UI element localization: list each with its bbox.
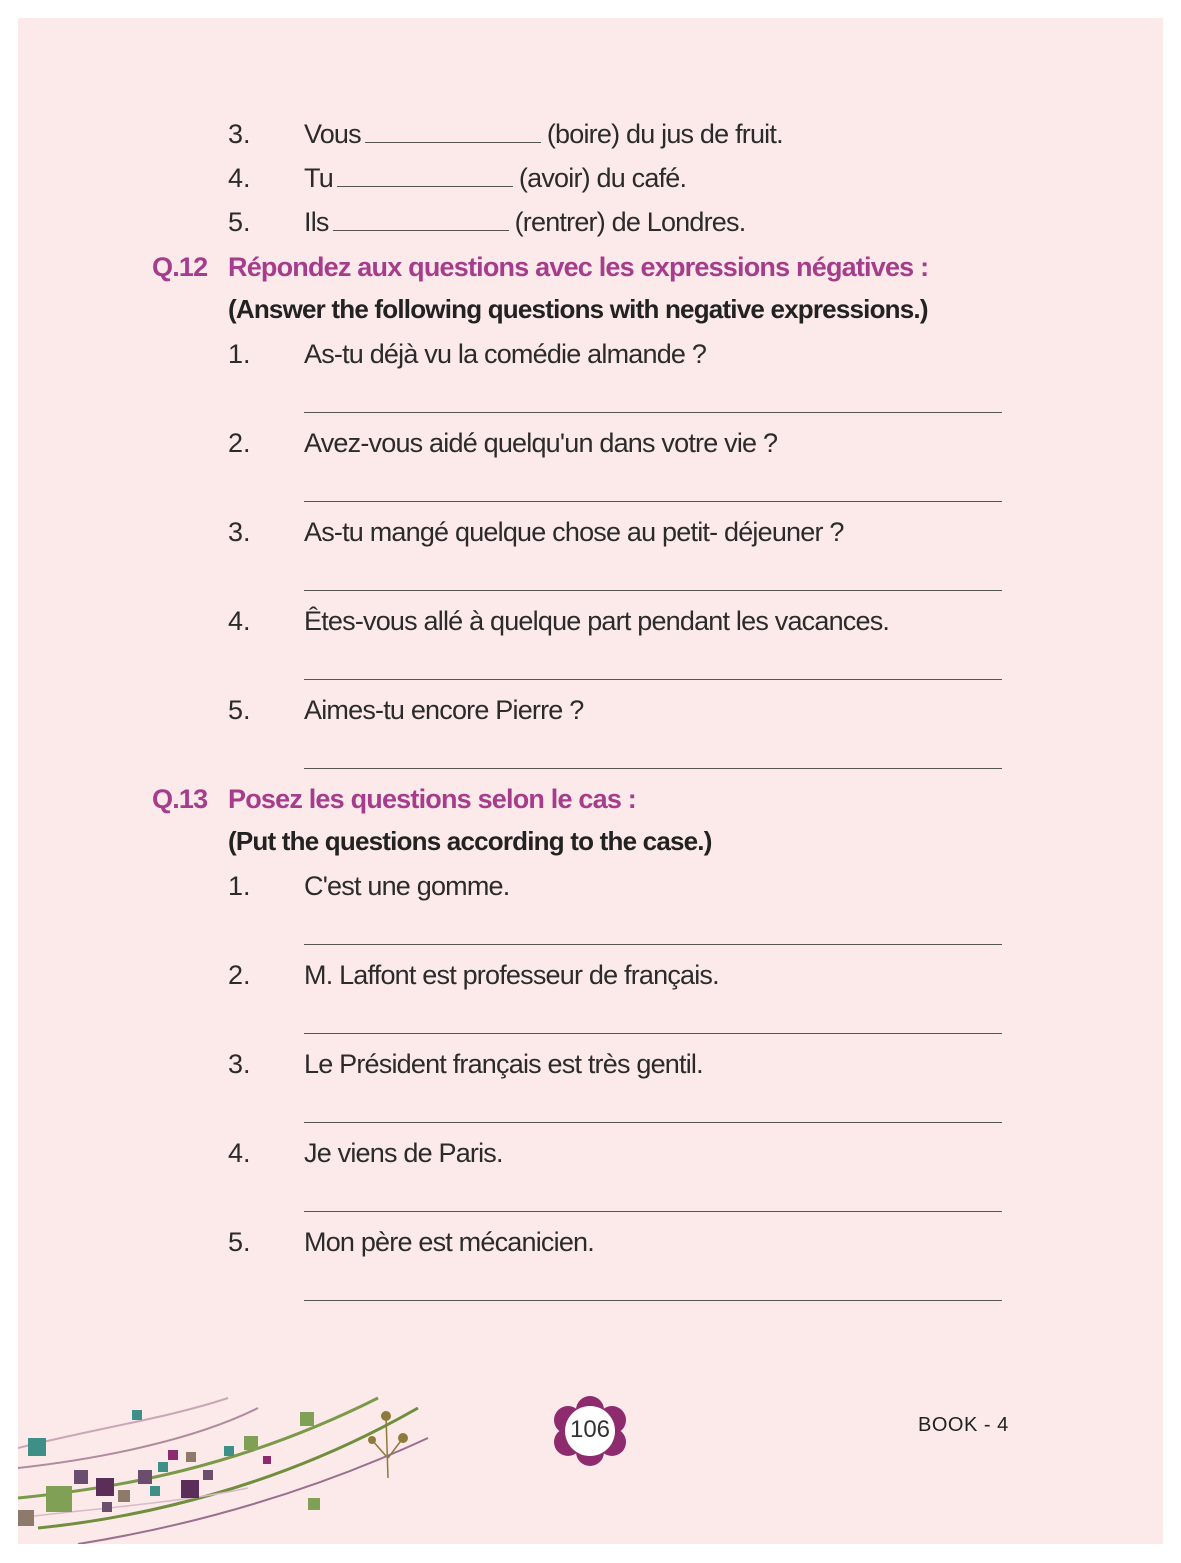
item-number: 5. xyxy=(228,207,251,237)
worksheet-page xyxy=(18,18,1163,1544)
question-number: Q.12 xyxy=(152,252,208,282)
answer-line[interactable] xyxy=(304,1300,1002,1301)
sentence-end: (avoir) du café. xyxy=(518,163,687,193)
answer-line[interactable] xyxy=(304,679,1002,680)
q13-subtitle: (Put the questions according to the case.) xyxy=(228,826,712,856)
question-title: Répondez aux questions avec les expressions négatives : xyxy=(228,252,929,282)
fill-blank[interactable] xyxy=(365,118,541,143)
item-number: 5. xyxy=(228,695,251,725)
decorative-swirl-graphic xyxy=(18,1378,438,1544)
fill-sentence xyxy=(304,162,686,194)
fill-blank[interactable] xyxy=(333,206,509,231)
fill-sentence xyxy=(304,206,745,238)
answer-line[interactable] xyxy=(304,590,1002,591)
answer-line[interactable] xyxy=(304,1122,1002,1123)
sentence-start: Ils xyxy=(304,207,329,237)
item-number: 5. xyxy=(228,1227,251,1257)
book-label: BOOK - 4 xyxy=(918,1414,1009,1436)
item-number: 4. xyxy=(228,606,251,636)
page-number: 106 xyxy=(569,1416,611,1443)
item-number: 3. xyxy=(228,517,251,547)
question-number: Q.13 xyxy=(152,784,208,814)
item-number: 2. xyxy=(228,960,251,990)
sentence-end: (rentrer) de Londres. xyxy=(514,207,746,237)
question-text: C'est une gomme. xyxy=(304,871,510,901)
item-number: 4. xyxy=(228,1138,251,1168)
fill-blank[interactable] xyxy=(337,162,513,187)
question-text: Avez-vous aidé quelqu'un dans votre vie ? xyxy=(304,428,778,458)
question-text: Êtes-vous allé à quelque part pendant les vacances. xyxy=(304,606,890,636)
question-text: As-tu mangé quelque chose au petit- déjeuner ? xyxy=(304,517,844,547)
q12-heading xyxy=(152,251,928,283)
sentence-start: Tu xyxy=(304,163,333,193)
answer-line[interactable] xyxy=(304,1211,1002,1212)
answer-line[interactable] xyxy=(304,944,1002,945)
question-text: Je viens de Paris. xyxy=(304,1138,503,1168)
q12-subtitle: (Answer the following questions with negative expressions.) xyxy=(228,294,928,324)
page-number-badge xyxy=(550,1396,630,1466)
answer-line[interactable] xyxy=(304,501,1002,502)
item-number: 1. xyxy=(228,339,251,369)
item-number: 4. xyxy=(228,163,251,193)
fill-sentence xyxy=(304,118,783,150)
q13-heading xyxy=(152,783,636,815)
question-text: Mon père est mécanicien. xyxy=(304,1227,594,1257)
question-text: Le Président français est très gentil. xyxy=(304,1049,703,1079)
item-number: 2. xyxy=(228,428,251,458)
answer-line[interactable] xyxy=(304,412,1002,413)
question-title: Posez les questions selon le cas : xyxy=(228,784,636,814)
sentence-end: (boire) du jus de fruit. xyxy=(546,119,783,149)
answer-line[interactable] xyxy=(304,768,1002,769)
item-number: 3. xyxy=(228,119,251,149)
answer-line[interactable] xyxy=(304,1033,1002,1034)
item-number: 3. xyxy=(228,1049,251,1079)
item-number: 1. xyxy=(228,871,251,901)
question-text: As-tu déjà vu la comédie almande ? xyxy=(304,339,707,369)
sentence-start: Vous xyxy=(304,119,361,149)
question-text: Aimes-tu encore Pierre ? xyxy=(304,695,584,725)
question-text: M. Laffont est professeur de français. xyxy=(304,960,719,990)
